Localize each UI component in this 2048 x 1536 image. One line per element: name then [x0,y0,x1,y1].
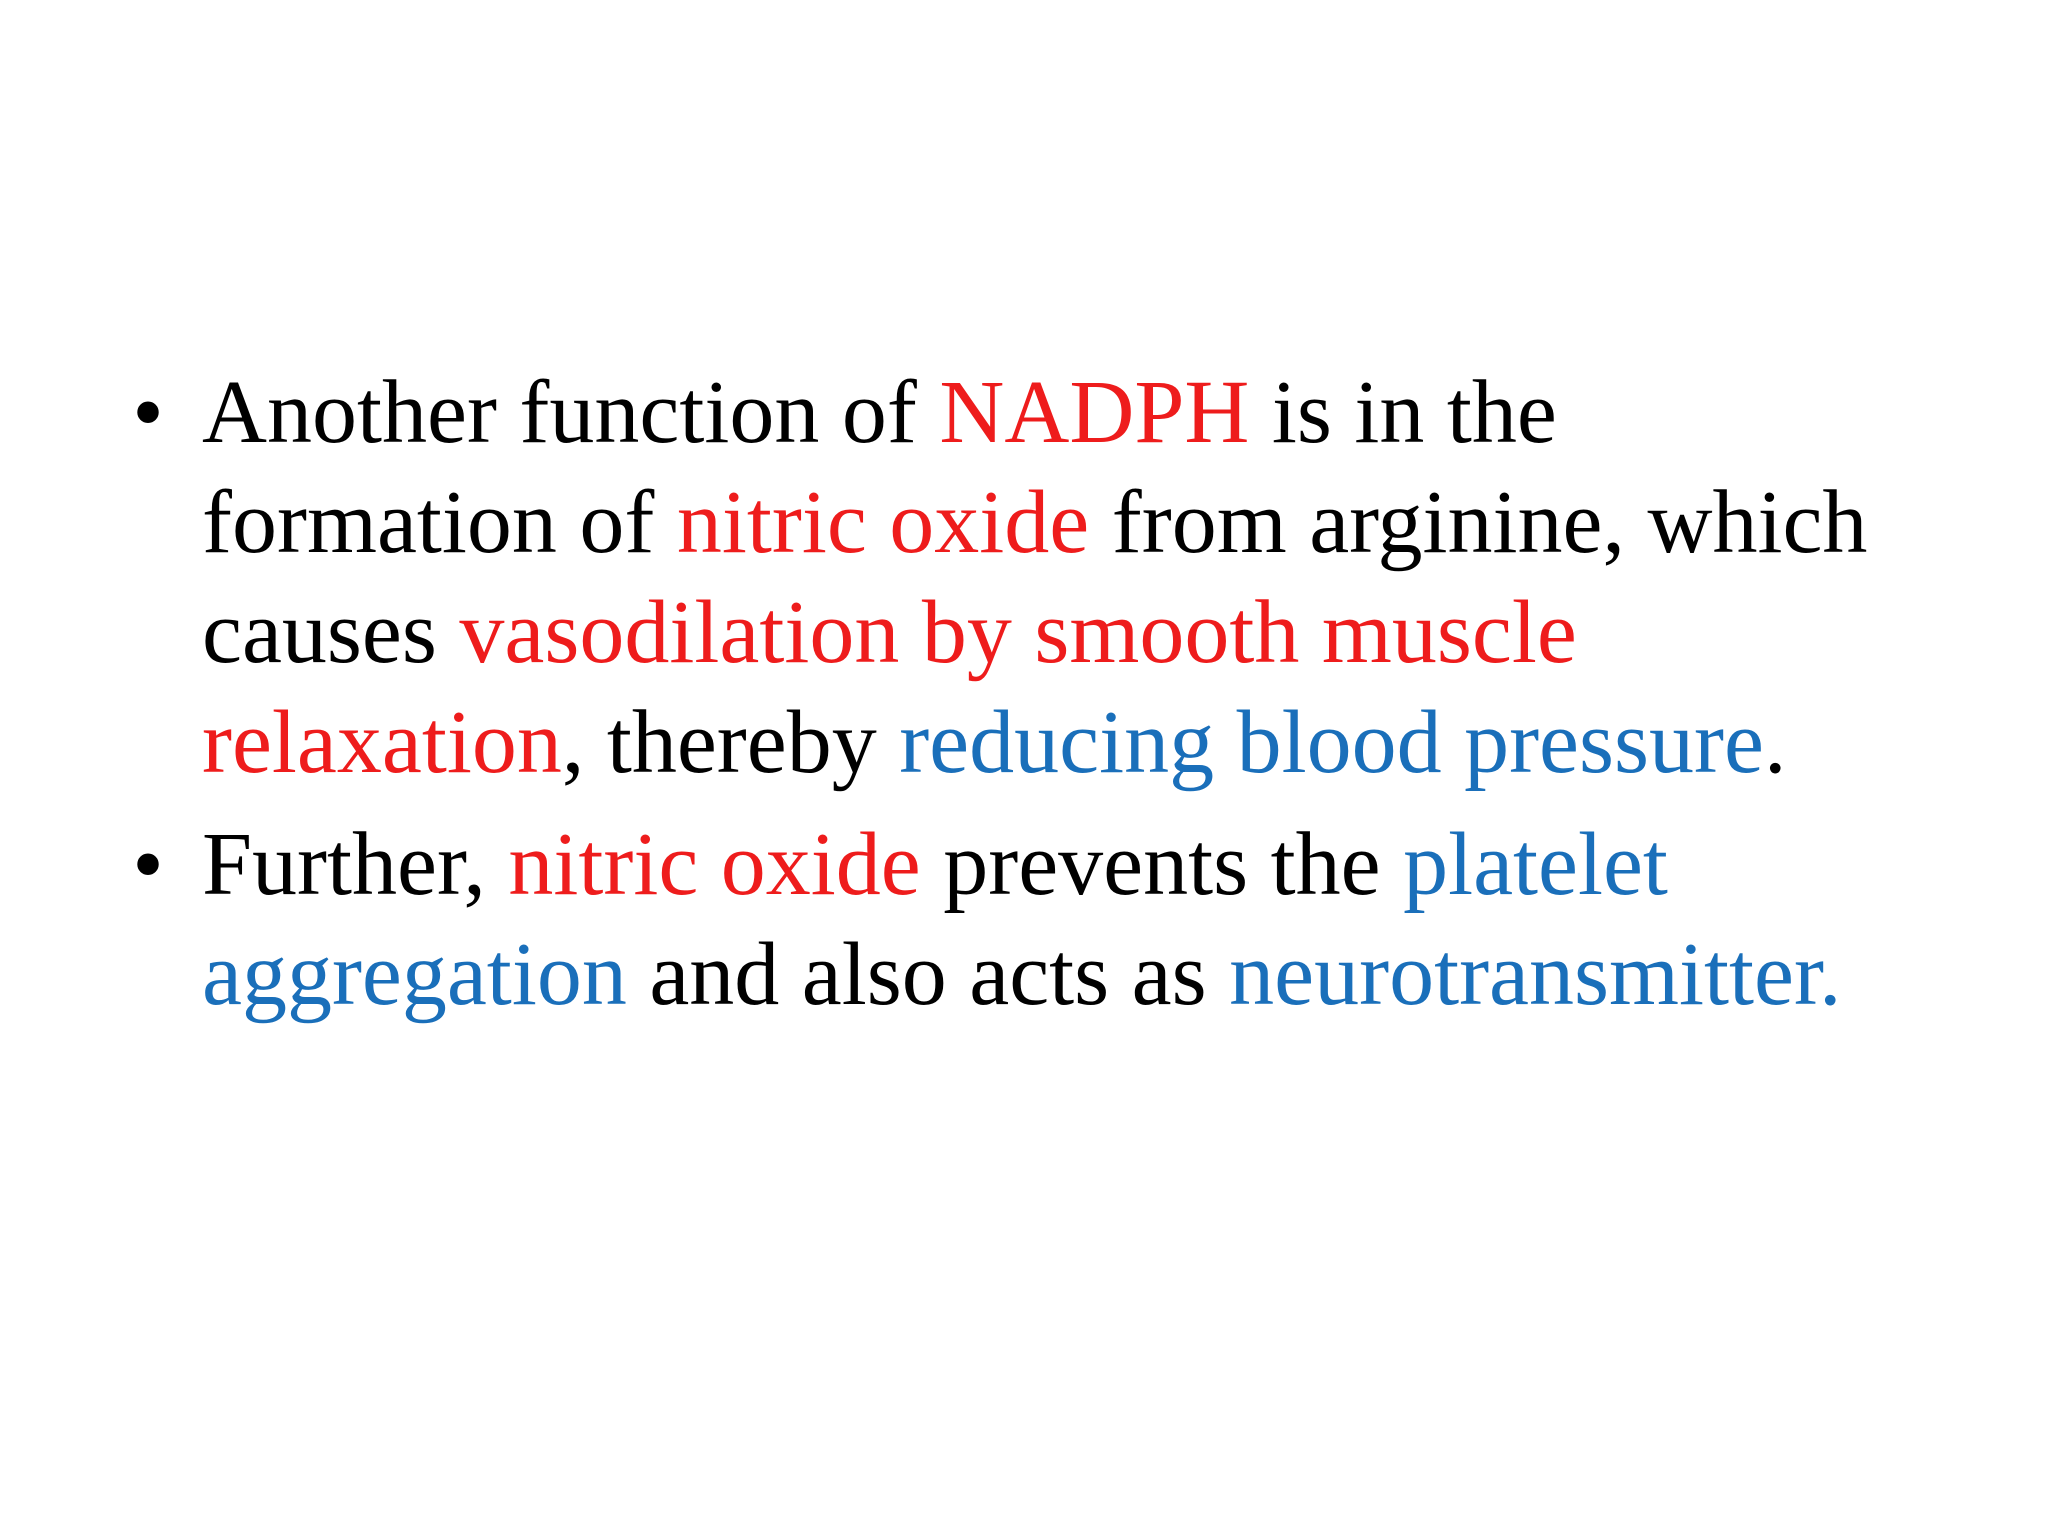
text-run: Further, [202,815,509,914]
text-line [202,468,1998,578]
text-line [202,920,1998,1030]
bullet-marker: • [132,363,164,462]
highlight-relaxation: relaxation [202,693,562,792]
highlight-nitric-oxide: nitric oxide [508,815,921,914]
bullet-item-nitric-oxide [118,810,1998,1030]
highlight-nitric-oxide: nitric oxide [676,473,1090,572]
highlight-vasodilation: vasodilation by smooth muscle [459,583,1577,682]
text-run: and also acts as [626,925,1230,1024]
text-line [202,578,1998,688]
text-run: prevents the [920,815,1404,914]
text-run: causes [202,583,460,682]
highlight-nadph: NADPH [939,363,1250,462]
highlight-aggregation: aggregation [202,925,627,1024]
text-line [202,358,1998,468]
text-run: is in the [1249,363,1557,462]
highlight-neurotransmitter: neurotransmitter. [1229,925,1842,1024]
text-line [202,688,1998,798]
bullet-list [118,358,1998,1042]
highlight-reducing-blood-pressure: reducing blood pressure [899,693,1764,792]
text-run: Another function of [202,363,940,462]
bullet-marker: • [132,815,164,914]
highlight-platelet: platelet [1403,815,1668,914]
text-run: . [1763,693,1787,792]
text-run: from arginine, which [1089,473,1868,572]
bullet-item-nadph [118,358,1998,798]
text-line [202,810,1998,920]
text-run: , thereby [561,693,900,792]
text-run: formation of [202,473,677,572]
